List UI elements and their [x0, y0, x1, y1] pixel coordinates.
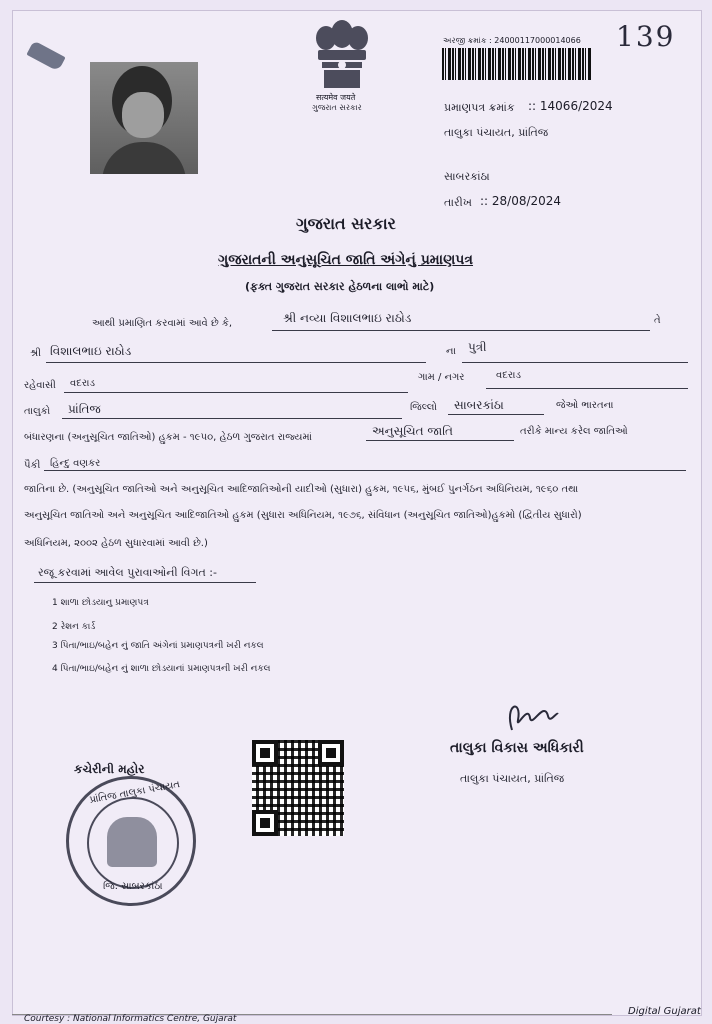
- taluka-value: પ્રાંતિજ: [68, 402, 101, 416]
- para-line-2: અનુસૂચિત જાતિઓ અને અનુસૂચિત આદિજાતિઓ હુકમ (સુધારા અધિનિયમ, ૧૯૭૬, સંવિધાન (અનુસૂચિત જાતિઓ)હુકમો (દ્વિતીય સુધારો): [24, 510, 582, 521]
- serial-number: 139: [616, 20, 676, 53]
- village-label: ગામ / નગર: [418, 372, 465, 383]
- para-line-1: જાતિના છે. (અનુસૂચિત જાતિઓ અને અનુસૂચિત આદિજાતિઓની યાદીઓ (સુધારા) હુકમ, ૧૯૫૬, મુંબઈ પુનર્ગઠન અધિનિયમ, ૧૯૬૦ તથા: [24, 484, 579, 495]
- footer-digital-gujarat: Digital Gujarat: [628, 1006, 701, 1017]
- emblem-motto: सत्यमेव जयते: [316, 93, 356, 102]
- qr-code: [252, 740, 344, 836]
- evidence-item: 2 રેશન કાર્ડ: [52, 622, 96, 632]
- relation: પુત્રી: [468, 340, 487, 354]
- application-number: અરજી ક્રમાંક : 24000117000014066: [443, 36, 581, 45]
- district-value: સાબરકાંઠા: [454, 398, 504, 412]
- taluka-label: તાલુકો: [24, 406, 51, 417]
- constitution-text: બંધારણના (અનુસૂચિત જાતિઓ) હુકમ - ૧૯૫૦, હેઠળ ગુજરાત રાજ્યમાં: [24, 432, 312, 443]
- evidence-item: 3 પિતા/ભાઇ/બહેન નું જાતિ અંગેનાં પ્રમાણપત્રની ખરી નકલ: [52, 641, 264, 651]
- holder-name: શ્રી નવ્યા વિશાલભાઇ રાઠોડ: [283, 311, 412, 325]
- resident-value: વદરાડ: [70, 378, 95, 389]
- parent-name: વિશાલભાઇ રાઠોડ: [50, 344, 132, 358]
- shri-label: શ્રી: [30, 348, 42, 359]
- evidence-item: 4 પિતા/ભાઇ/બહેન નું શાળા છોડયાનાં પ્રમાણપત્રની ખરી નકલ: [52, 664, 271, 674]
- among-label: પૈકી: [24, 460, 41, 471]
- certificate-title: ગુજરાતની અનુસૂચિત જાતિ અંગેનું પ્રમાણપત્ર: [218, 252, 474, 268]
- district: સાબરકાંઠા: [444, 170, 490, 183]
- village-value: વદરાડ: [496, 370, 521, 381]
- india-text: જેઓ ભારતના: [556, 400, 614, 411]
- barcode: [442, 48, 592, 80]
- date-value: :: 28/08/2024: [480, 194, 562, 208]
- date-label: તારીખ: [444, 196, 472, 209]
- category-value: અનુસૂચિત જાતિ: [372, 424, 453, 438]
- caste-value: હિન્દુ વણકર: [50, 458, 101, 469]
- signature-image: [500, 694, 560, 738]
- office-seal: [66, 776, 196, 906]
- evidence-heading: રજૂ કરવામાં આવેલ પુરાવાઓની વિગત :-: [38, 566, 217, 579]
- suffix-te: તે: [654, 315, 661, 326]
- emblem-caption: ગુજરાત સરકાર: [312, 103, 362, 112]
- issuing-office: તાલુકા પંચાયત, પ્રાંતિજ: [444, 126, 549, 139]
- evidence-item: 1 શાળા છોડયાનુ પ્રમાણપત્ર: [52, 598, 149, 608]
- relation-prefix: ના: [446, 346, 456, 357]
- resident-label: રહેવાસી: [24, 380, 56, 391]
- seal-text-bottom: જિ. સાબરકાંઠા: [103, 881, 163, 892]
- signatory-office: તાલુકા પંચાયત, પ્રાંતિજ: [460, 772, 565, 785]
- certificate-number-value: :: 14066/2024: [528, 99, 613, 113]
- national-emblem-icon: [306, 18, 378, 92]
- seal-text-top: પ્રાંતિજ તાલુકા પંચાયત: [88, 779, 181, 806]
- office-seal-label: કચેરીની મહોર: [74, 762, 145, 776]
- para-line-3: અધિનિયમ, ૨૦૦૨ હેઠળ સુધારવામાં આવી છે.): [24, 538, 208, 549]
- recognized-text: તરીકે માન્ય કરેલ જાતિઓ: [520, 426, 628, 437]
- intro-text: આથી પ્રમાણિત કરવામાં આવે છે કે,: [92, 318, 233, 329]
- applicant-photo: [90, 62, 198, 174]
- government-title: ગુજરાત સરકાર: [296, 214, 396, 233]
- district-label: જિલ્લો: [410, 402, 437, 413]
- certificate-number-label: પ્રમાણપત્ર ક્રમાંક: [444, 101, 515, 114]
- certificate-subtitle: (ફક્ત ગુજરાત સરકાર હેઠળના લાભો માટે): [245, 280, 435, 293]
- signatory-designation: તાલુકા વિકાસ અધિકારી: [450, 740, 584, 756]
- footer-courtesy: Courtesy : National Informatics Centre, Gujarat: [24, 1014, 237, 1024]
